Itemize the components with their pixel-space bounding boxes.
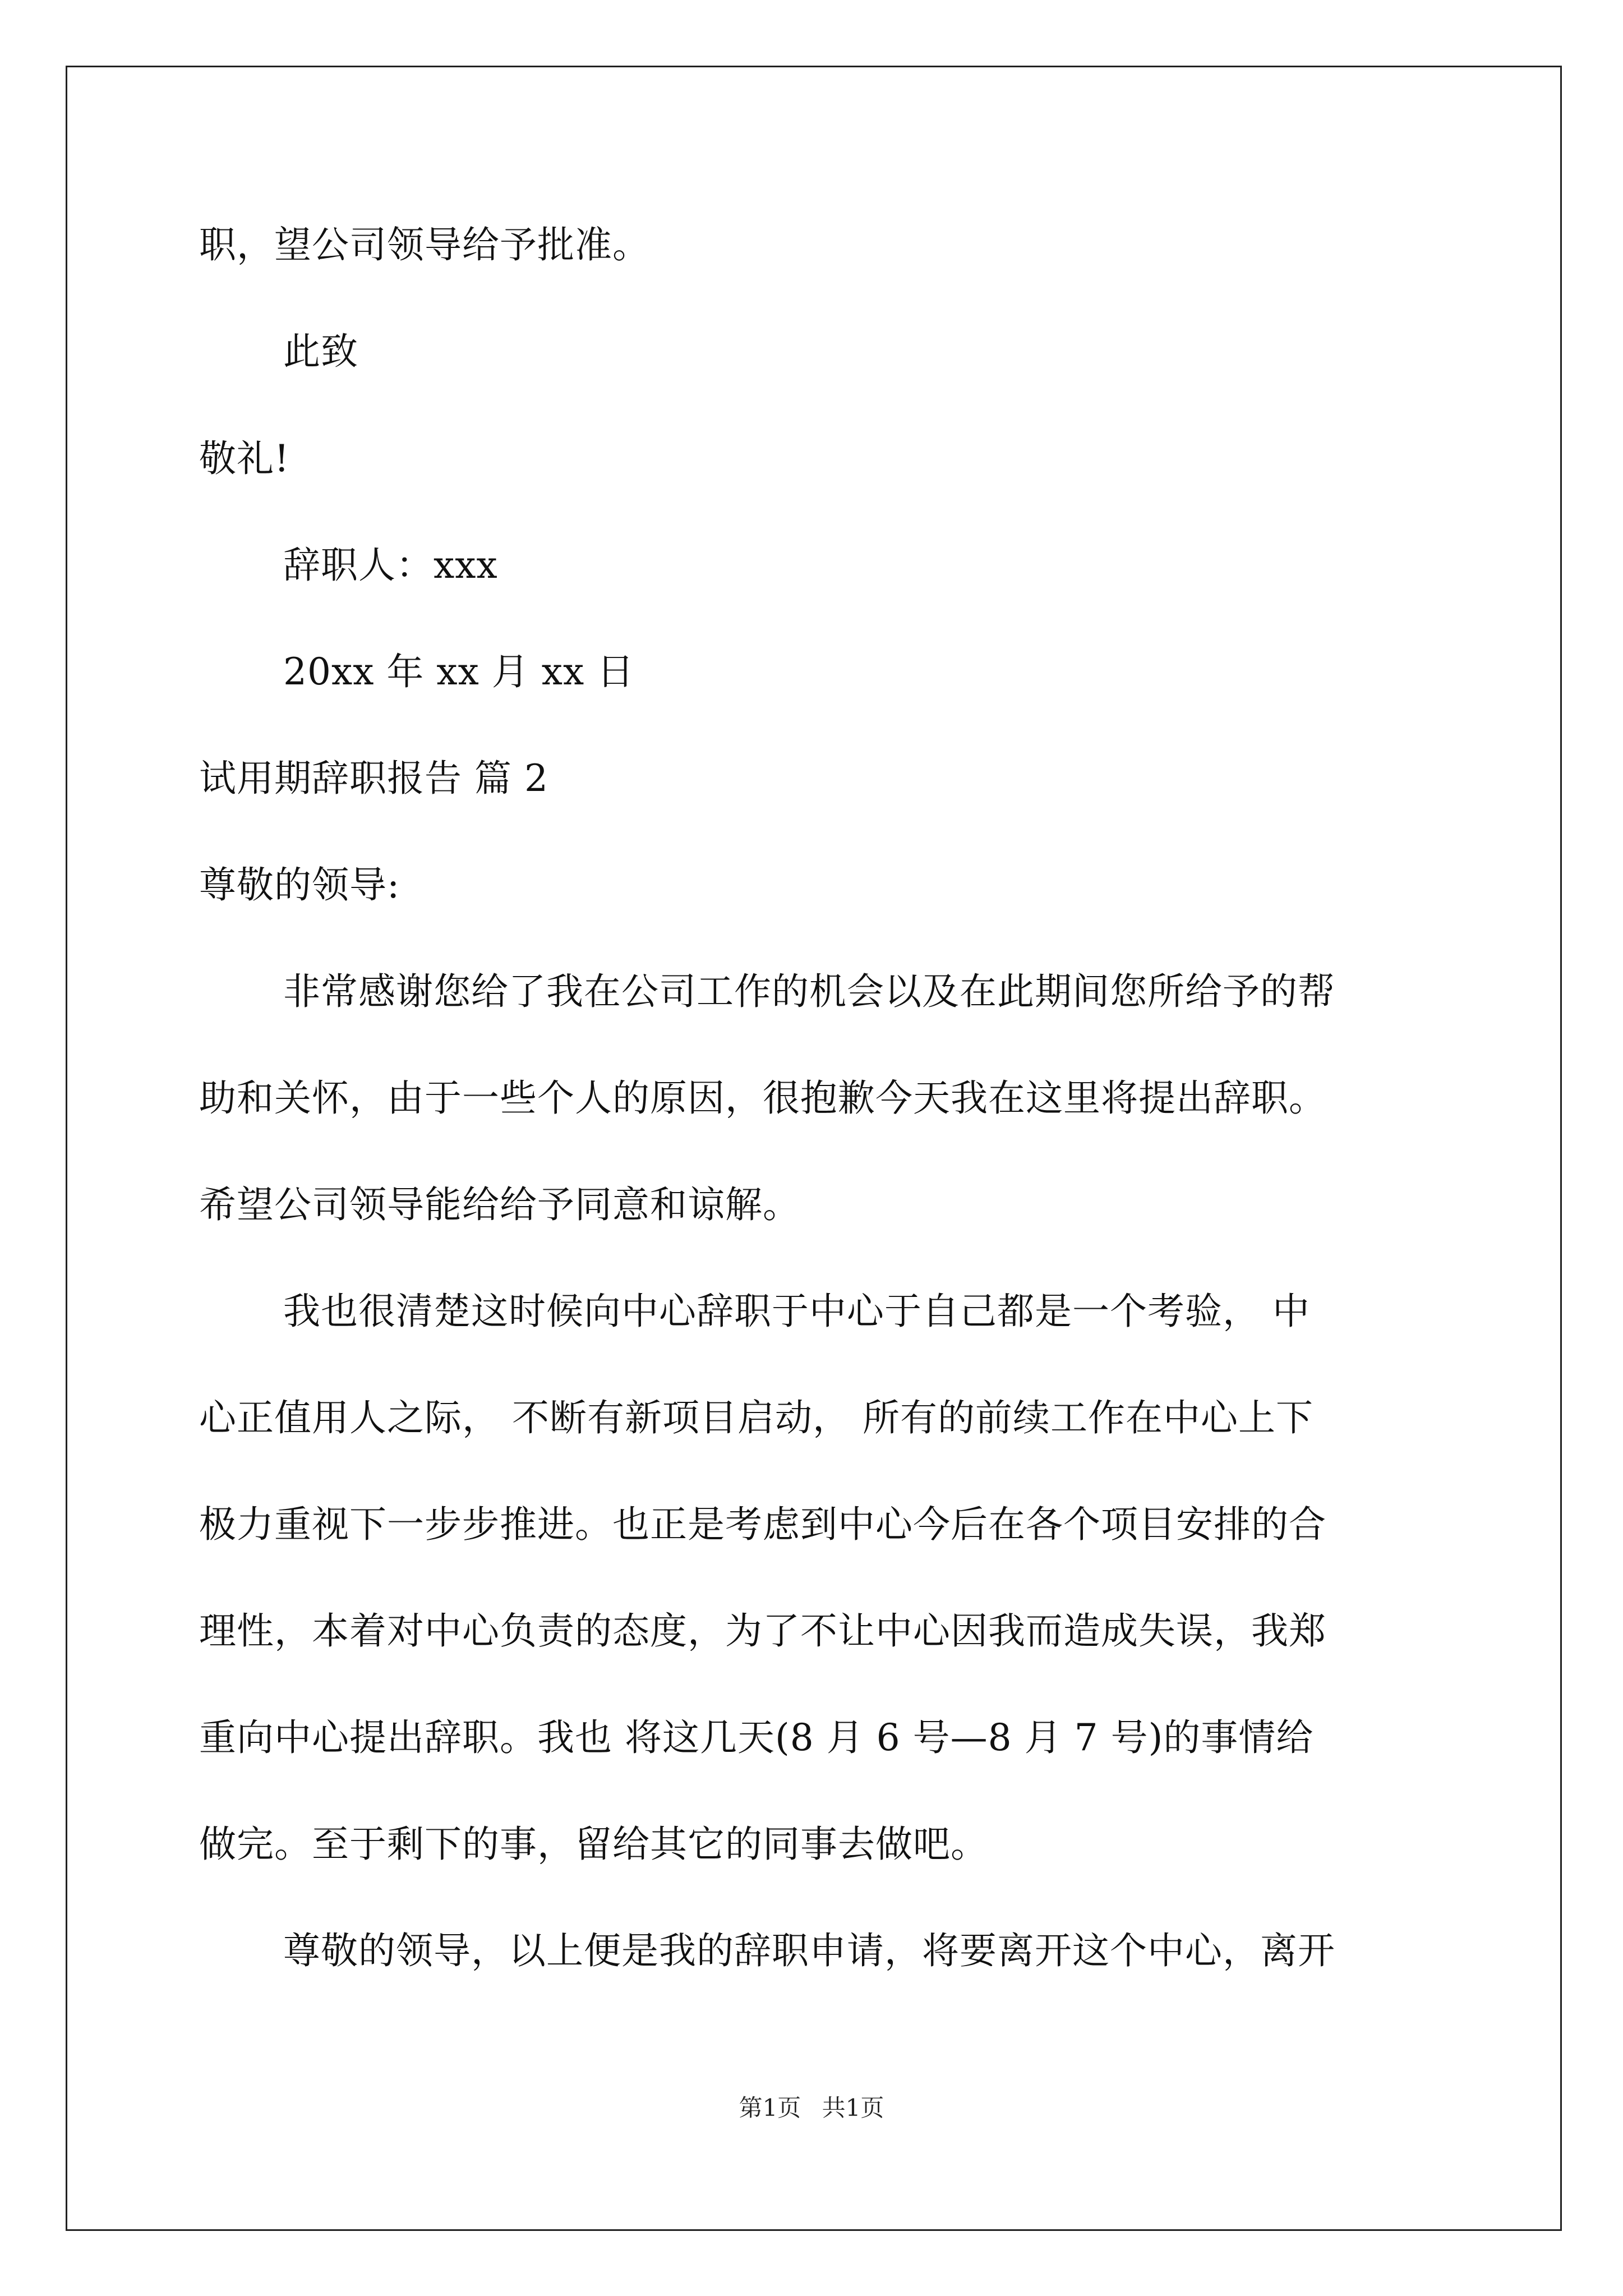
page-number-current: 第1页 xyxy=(739,2094,801,2122)
text-line-5-date: 20xx 年 xx 月 xx 日 xyxy=(283,650,635,693)
text-line-17: 尊敬的领导，以上便是我的辞职申请，将要离开这个中心，离开 xyxy=(283,1929,1335,1972)
text-line-13: 极力重视下一步步推进。也正是考虑到中心今后在各个项目安排的合 xyxy=(199,1503,1326,1546)
text-line-14: 理性，本着对中心负责的态度，为了不让中心因我而造成失误，我郑 xyxy=(199,1609,1326,1653)
text-line-15: 重向中心提出辞职。我也 将这几天(8 月 6 号—8 月 7 号)的事情给 xyxy=(199,1716,1314,1759)
text-line-11: 我也很清楚这时候向中心辞职于中心于自己都是一个考验， 中 xyxy=(283,1290,1310,1333)
page-number-total: 共1页 xyxy=(822,2094,884,2122)
text-line-2-salutation: 此致 xyxy=(283,330,358,373)
text-line-3-closing: 敬礼! xyxy=(199,437,290,480)
text-line-12: 心正值用人之际， 不断有新项目启动， 所有的前续工作在中心上下 xyxy=(199,1396,1313,1439)
text-line-10: 希望公司领导能给给予同意和谅解。 xyxy=(199,1183,800,1226)
text-line-9: 助和关怀，由于一些个人的原因，很抱歉今天我在这里将提出辞职。 xyxy=(199,1076,1326,1120)
text-line-1: 职，望公司领导给予批准。 xyxy=(199,223,650,266)
text-line-8: 非常感谢您给了我在公司工作的机会以及在此期间您所给予的帮 xyxy=(283,970,1335,1013)
text-line-4-signer: 辞职人：xxx xyxy=(283,544,498,587)
page-footer xyxy=(0,2091,1623,2125)
section-heading: 试用期辞职报告 篇 2 xyxy=(199,757,548,800)
page-border xyxy=(66,66,1562,2231)
text-line-16: 做完。至于剩下的事，留给其它的同事去做吧。 xyxy=(199,1823,988,1866)
text-line-7-greeting: 尊敬的领导: xyxy=(199,863,400,907)
